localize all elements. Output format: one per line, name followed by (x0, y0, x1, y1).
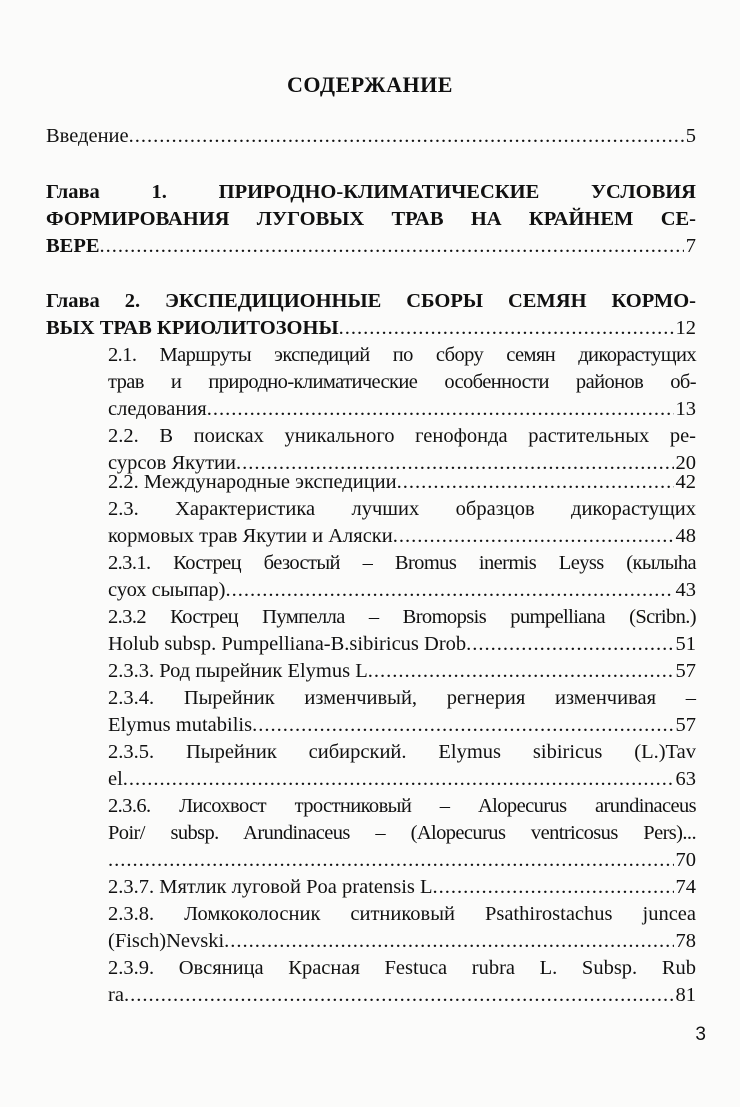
toc-text: ra (108, 984, 124, 1006)
toc-line (108, 631, 696, 658)
toc-line (108, 928, 696, 955)
leader-dots (129, 123, 684, 150)
toc-line: Глава 2. ЭКСПЕДИЦИОННЫЕ СБОРЫ СЕМЯН КОРМО- (46, 290, 696, 312)
toc-line: 2.3.9. Овсяница Красная Festuca rubra L. Subsp. Rub (108, 957, 696, 979)
toc-line (108, 577, 696, 604)
toc-entry-2-3-8[interactable] (108, 901, 696, 955)
toc-line: 2.3.4. Пырейник изменчивый, регнерия изменчивая – (108, 687, 696, 709)
leader-dots (466, 631, 673, 658)
toc-text: сурсов Якутии (108, 452, 236, 474)
toc-entry-2-3-7[interactable] (108, 874, 696, 901)
toc-entry-2-3[interactable] (108, 496, 696, 550)
toc-line (108, 523, 696, 550)
toc-text: суох сыыпар) (108, 579, 226, 601)
toc-line (108, 469, 696, 496)
toc-text: Elymus mutabilis (108, 714, 253, 736)
toc-page: 78 (675, 930, 696, 952)
toc-page: 13 (675, 398, 696, 420)
toc-page: 51 (675, 633, 696, 655)
toc-entry-2-3-4[interactable] (108, 685, 696, 739)
toc-page: 70 (675, 849, 696, 871)
toc-entry-chapter-2[interactable] (46, 288, 696, 342)
toc-entry-2-1[interactable] (108, 342, 696, 423)
toc-line: 2.3.2 Кострец Пумпелла – Bromopsis pumpelliana (Scribn.) (108, 606, 696, 628)
toc-line (46, 315, 696, 342)
toc-line (108, 766, 696, 793)
toc-page: 63 (675, 768, 696, 790)
toc-line: Глава 1. ПРИРОДНО-КЛИМАТИЧЕСКИЕ УСЛОВИЯ (46, 181, 696, 203)
toc-line (108, 658, 696, 685)
leader-dots (100, 233, 684, 260)
toc-text: следования (108, 398, 207, 420)
toc-text: ВЕРЕ (46, 235, 100, 257)
toc-page: 81 (675, 984, 696, 1006)
toc-line: 2.3. Характеристика лучших образцов дикорастущих (108, 498, 696, 520)
leader-dots (225, 577, 673, 604)
leader-dots (124, 982, 674, 1009)
toc-line (108, 874, 696, 901)
leader-dots (123, 766, 674, 793)
leader-dots (368, 658, 674, 685)
toc-line: трав и природно-климатические особенности районов об- (108, 371, 696, 393)
toc-text: кормовых трав Якутии и Аляски (108, 525, 393, 547)
toc-entry-2-3-1[interactable] (108, 550, 696, 604)
toc-entry-2-3-5[interactable] (108, 739, 696, 793)
leader-dots (207, 396, 674, 423)
toc-text: Введение (46, 125, 129, 147)
leader-dots (339, 315, 674, 342)
toc-page: 43 (675, 579, 696, 601)
toc-page: 57 (675, 714, 696, 736)
toc-line (46, 233, 696, 260)
leader-dots (224, 928, 673, 955)
toc-text: 2.3.7. Мятлик луговой Poa pratensis L (108, 876, 433, 898)
toc-page: 20 (675, 452, 696, 474)
toc-line: 2.1. Маршруты экспедиций по сбору семян дикорастущих (108, 344, 696, 366)
leader-dots (252, 712, 673, 739)
toc-line: 2.3.8. Ломкоколосник ситниковый Psathirostachus juncea (108, 903, 696, 925)
toc-entry-2-3-3[interactable] (108, 658, 696, 685)
toc-line (108, 712, 696, 739)
page-title: СОДЕРЖАНИЕ (287, 72, 453, 97)
toc-line (108, 396, 696, 423)
toc-entry-2-3-9[interactable] (108, 955, 696, 1009)
toc-line (108, 847, 696, 874)
toc-entry-2-3-6[interactable] (108, 793, 696, 874)
toc-line: 2.3.5. Пырейник сибирский. Elymus sibiricus (L.)Tav (108, 741, 696, 763)
toc-line (46, 123, 696, 150)
toc-page: 12 (675, 317, 696, 339)
toc-page: 42 (675, 471, 696, 493)
leader-dots (108, 847, 674, 874)
toc-page: 74 (675, 876, 696, 898)
page-number: 3 (695, 1024, 706, 1045)
toc-text: 2.2. Международные экспедиции (108, 471, 397, 493)
toc-text: ВЫХ ТРАВ КРИОЛИТОЗОНЫ (46, 317, 339, 339)
toc-line: 2.3.1. Кострец безостый – Bromus inermis Leyss (кылыhа (108, 552, 696, 574)
leader-dots (433, 874, 674, 901)
leader-dots (393, 523, 674, 550)
toc-text: 2.3.3. Род пырейник Elymus L (108, 660, 368, 682)
toc-text: el (108, 768, 123, 790)
toc-text: (Fisch)Nevski (108, 930, 225, 952)
toc-entry-intro[interactable] (46, 123, 696, 150)
toc-entry-2-3-2[interactable] (108, 604, 696, 658)
toc-page: 57 (675, 660, 696, 682)
toc-line: Poir/ subsp. Arundinaceus – (Alopecurus ventricosus Pers)... (108, 822, 696, 844)
toc-entry-2-2-international[interactable] (108, 469, 696, 496)
toc-line: ФОРМИРОВАНИЯ ЛУГОВЫХ ТРАВ НА КРАЙНЕМ СЕ- (46, 208, 696, 230)
toc-page: 5 (685, 125, 696, 147)
toc-page: 7 (685, 235, 696, 257)
toc-line: 2.2. В поисках уникального генофонда растительных ре- (108, 425, 696, 447)
toc-page: 48 (675, 525, 696, 547)
toc-text: Holub subsp. Pumpelliana-B.sibiricus Drob (108, 633, 467, 655)
toc-entry-chapter-1[interactable] (46, 179, 696, 260)
toc-line: 2.3.6. Лисохвост тростниковый – Alopecurus arundinaceus (108, 795, 696, 817)
leader-dots (397, 469, 674, 496)
toc-line (108, 982, 696, 1009)
